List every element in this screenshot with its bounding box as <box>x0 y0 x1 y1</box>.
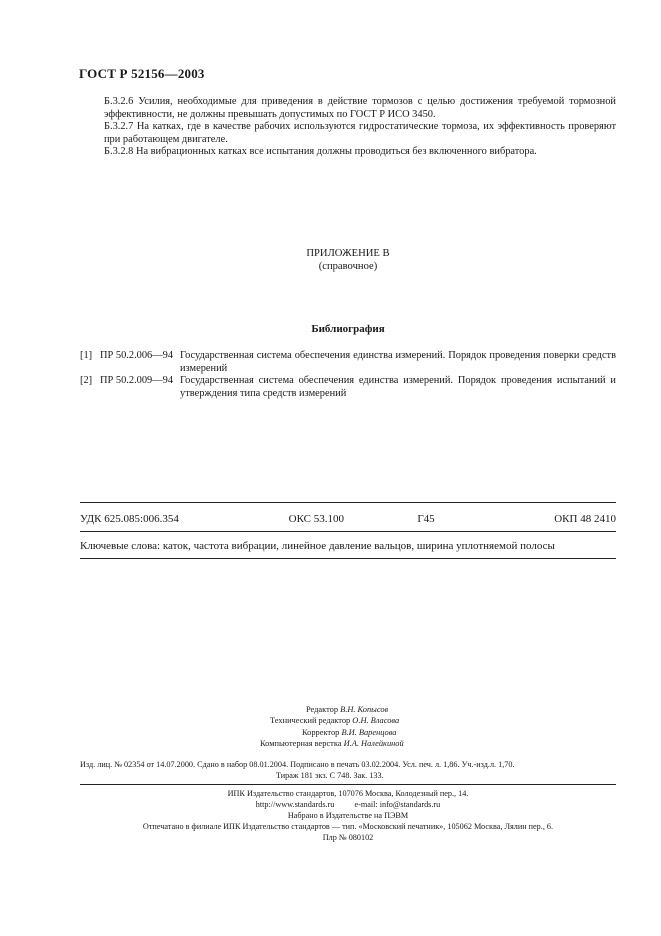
bibliography-code: ПР 50.2.009—94 <box>100 375 174 386</box>
bibliography-number: [1] <box>80 350 93 361</box>
publishing-info <box>80 759 616 781</box>
imprint-website: http://www.standards.ru <box>255 800 335 809</box>
staff-corrector <box>80 727 616 738</box>
bibliography-code: ПР 50.2.006—94 <box>100 350 174 361</box>
appendix-subtitle: (справочное) <box>318 261 378 272</box>
imprint-printed: Отпечатано в филиале ИПК Издательство стандартов — тип. «Московский печатник», 105062 Москва, Лялин пер., 6. <box>142 822 554 831</box>
paragraph-b328 <box>80 146 616 159</box>
editorial-staff <box>80 704 616 750</box>
bibliography-text: Государственная система обеспечения единства измерений. Порядок проведения испытаний и утверждения типа средств измерений <box>180 375 616 399</box>
classification-top-rule <box>80 502 616 503</box>
group-code: Г45 <box>417 513 435 525</box>
classification-middle-rule <box>80 531 616 532</box>
appendix-heading <box>80 247 616 273</box>
imprint-contacts <box>80 799 616 810</box>
staff-name: В.Н. Копысов <box>340 705 389 714</box>
staff-editor <box>80 704 616 715</box>
bibliography-item <box>80 350 616 375</box>
udk-code: УДК 625.085:006.354 <box>80 513 179 525</box>
classification-codes <box>80 513 616 525</box>
staff-role: Корректор <box>302 727 340 737</box>
publishing-line: Изд. лиц. № 02354 от 14.07.2000. Сдано в набор 08.01.2004. Подписано в печать 03.02.2004. Усл. печ. л. 1,86. Уч.-изд.л. 1,70. <box>80 760 515 769</box>
imprint-email: e-mail: info@standards.ru <box>354 800 441 809</box>
document-code: ГОСТ Р 52156—2003 <box>79 66 205 81</box>
imprint-top-rule <box>80 784 616 785</box>
bibliography-item <box>80 375 616 400</box>
okp-code: ОКП 48 2410 <box>554 513 616 525</box>
bibliography-title: Библиография <box>311 323 385 335</box>
publishing-circulation: Тираж 181 экз. С 748. Зак. 133. <box>276 771 384 780</box>
staff-name: И.А. Налейкиной <box>343 739 404 749</box>
imprint-publisher: ИПК Издательство стандартов, 107076 Москва, Колодезный пер., 14. <box>227 789 469 798</box>
oks-code: ОКС 53.100 <box>288 513 344 525</box>
keywords-bottom-rule <box>80 558 616 559</box>
staff-layout <box>80 738 616 749</box>
appendix-title: ПРИЛОЖЕНИЕ В <box>306 248 390 259</box>
staff-role: Редактор <box>306 705 339 714</box>
staff-tech-editor <box>80 715 616 726</box>
keywords: Ключевые слова: каток, частота вибрации, линейное давление вальцов, ширина уплотняемой полосы <box>80 540 555 552</box>
paragraph-text: Б.3.2.7 На катках, где в качестве рабочих используются гидростатические тормоза, их эффективность проверяют при работающем двигателе. <box>104 121 616 145</box>
paragraph-text: Б.3.2.8 На вибрационных катках все испытания должны проводиться без включенного вибратора. <box>104 146 537 157</box>
staff-name: В.И. Варенцова <box>341 727 397 737</box>
imprint-info <box>80 788 616 843</box>
paragraph-text: Б.3.2.6 Усилия, необходимые для приведения в действие тормозов с целью достижения требуемой тормозной эффективности, не должны превышать допустимых по ГОСТ Р ИСО 3450. <box>104 96 616 120</box>
bibliography-text: Государственная система обеспечения единства измерений. Порядок проведения поверки средств измерений <box>180 350 616 374</box>
staff-role: Технический редактор <box>270 716 351 726</box>
imprint-typeset: Набрано в Издательстве на ПЭВМ <box>287 811 409 820</box>
paragraph-b326 <box>80 96 616 121</box>
imprint-license: Плр № 080102 <box>322 833 374 842</box>
staff-role: Компьютерная верстка <box>260 739 342 749</box>
staff-name: О.Н. Власова <box>352 716 400 726</box>
bibliography-number: [2] <box>80 375 93 386</box>
paragraph-b327 <box>80 121 616 146</box>
